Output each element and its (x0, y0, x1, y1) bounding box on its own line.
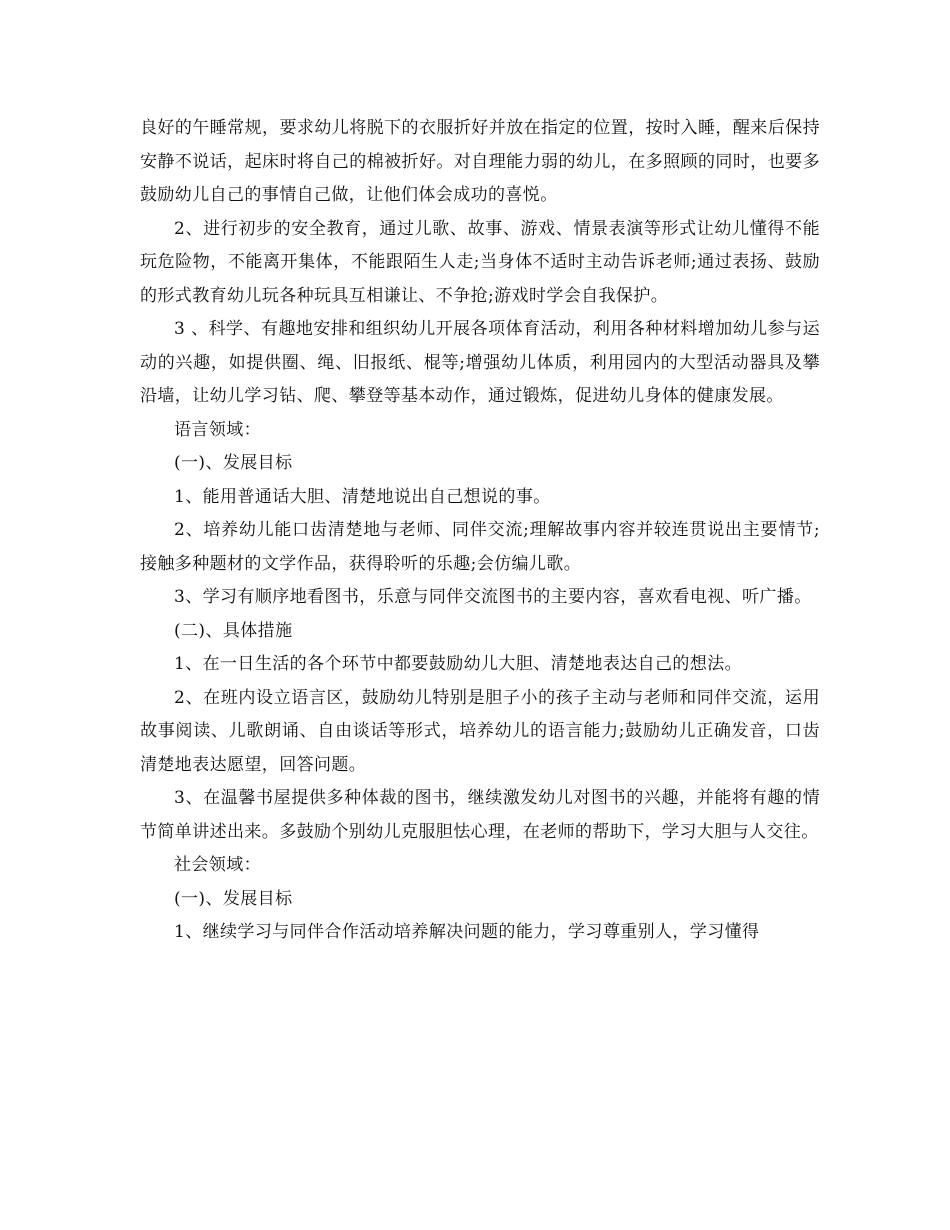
document-body (140, 112, 820, 950)
paragraph-language-measure-1: 1、在一日生活的各个环节中都要鼓励幼儿大胆、清楚地表达自己的想法。 (174, 654, 743, 674)
paragraph-language-goal-2: 2、培养幼儿能口齿清楚地与老师、同伴交流;理解故事内容并较连贯说出主要情节;接触多种题材的文学作品，获得聆听的乐趣;会仿编儿歌。 (140, 520, 820, 574)
subheading-language-measures: (二)、具体措施 (174, 620, 293, 641)
paragraph-sports-activities: 3 、科学、有趣地安排和组织幼儿开展各项体育活动，利用各种材料增加幼儿参与运动的兴趣，如提供圈、绳、旧报纸、棍等;增强幼儿体质，利用园内的大型活动器具及攀沿墙，让幼儿学习钻、爬、攀登等基本动作，通过锻炼，促进幼儿身体的健康发展。 (140, 319, 820, 406)
paragraph-language-goal-3: 3、学习有顺序地看图书，乐意与同伴交流图书的主要内容，喜欢看电视、听广播。 (174, 587, 812, 607)
paragraph-nap-routine: 良好的午睡常规，要求幼儿将脱下的衣服折好并放在指定的位置，按时入睡，醒来后保持安静不说话，起床时将自己的棉被折好。对自理能力弱的幼儿，在多照顾的同时，也要多鼓励幼儿自己的事情自己做，让他们体会成功的喜悦。 (140, 118, 820, 205)
paragraph-social-goal-1: 1、继续学习与同伴合作活动培养解决问题的能力，学习尊重别人，学习懂得 (174, 922, 760, 942)
paragraph-language-measure-3: 3、在温馨书屋提供多种体裁的图书，继续激发幼儿对图书的兴趣，并能将有趣的情节简单讲述出来。多鼓励个别幼儿克服胆怯心理，在老师的帮助下，学习大胆与人交往。 (140, 788, 820, 842)
paragraph-language-measure-2: 2、在班内设立语言区，鼓励幼儿特别是胆子小的孩子主动与老师和同伴交流，运用故事阅读、儿歌朗诵、自由谈话等形式，培养幼儿的语言能力;鼓励幼儿正确发音，口齿清楚地表达愿望，回答问题。 (140, 687, 820, 775)
paragraph-safety-education: 2、进行初步的安全教育，通过儿歌、故事、游戏、情景表演等形式让幼儿懂得不能玩危险物，不能离开集体，不能跟陌生人走;当身体不适时主动告诉老师;通过表扬、鼓励的形式教育幼儿玩各种玩具互相谦让、不争抢;游戏时学会自我保护。 (140, 218, 820, 306)
section-heading-language: 语言领域： (174, 419, 261, 440)
subheading-language-goals: (一)、发展目标 (174, 453, 293, 473)
paragraph-language-goal-1: 1、能用普通话大胆、清楚地说出自己想说的事。 (174, 486, 551, 507)
subheading-social-goals: (一)、发展目标 (174, 888, 293, 909)
section-heading-social: 社会领域： (174, 855, 261, 875)
